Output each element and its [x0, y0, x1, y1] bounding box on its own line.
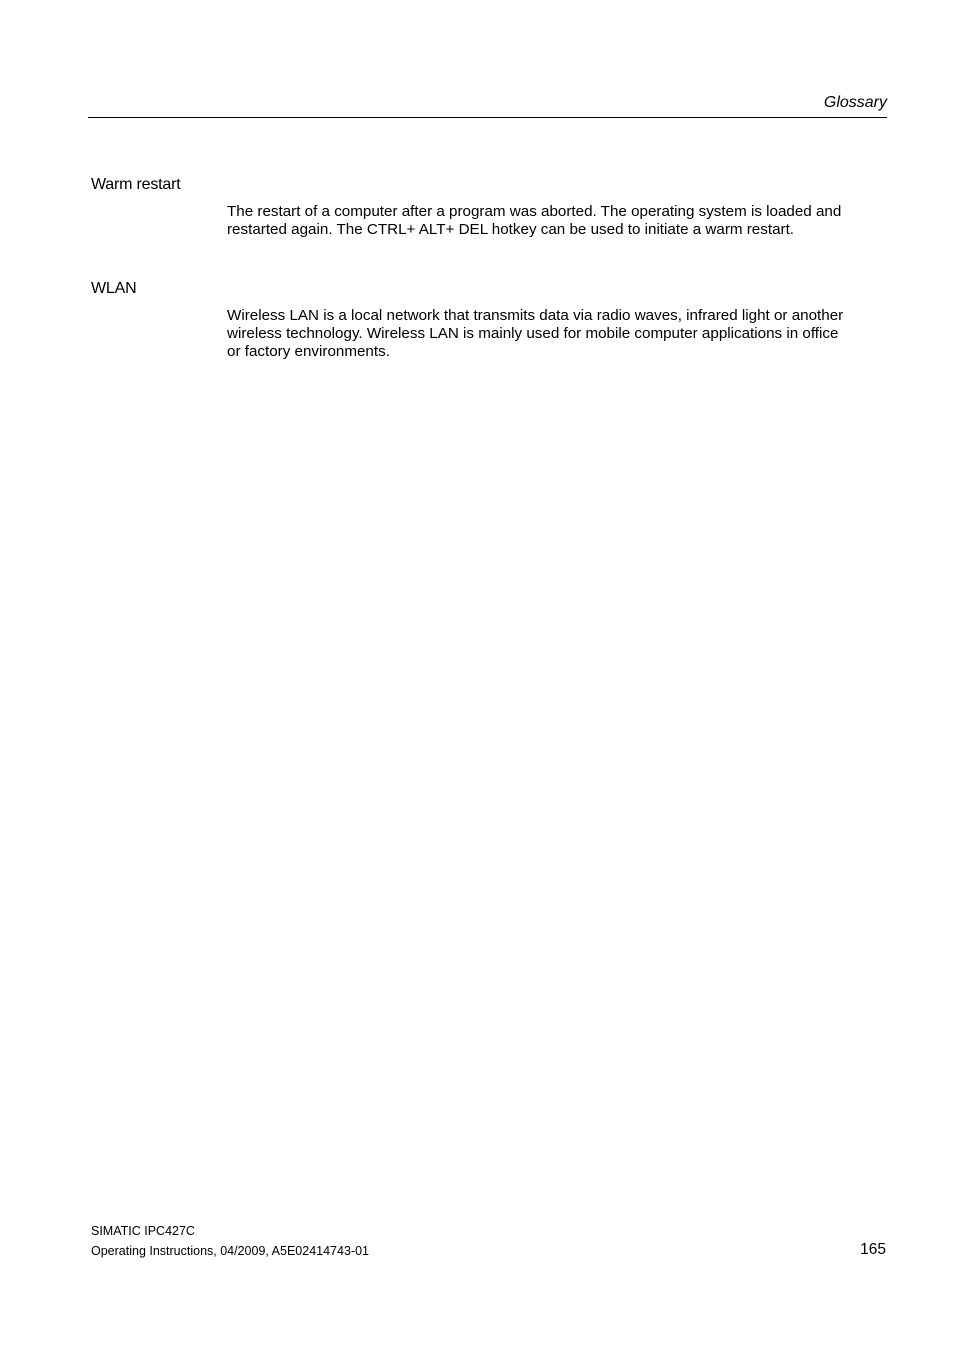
definition-line: The restart of a computer after a program was aborted. The operating system is loaded and	[227, 203, 842, 220]
header-divider	[88, 117, 887, 118]
glossary-term: Warm restart	[91, 176, 181, 193]
definition-line: or factory environments.	[227, 343, 390, 360]
footer-product-name: SIMATIC IPC427C	[91, 1224, 195, 1238]
definition-line: restarted again. The CTRL+ ALT+ DEL hotkey can be used to initiate a warm restart.	[227, 221, 795, 238]
page-number: 165	[860, 1241, 886, 1258]
glossary-term: WLAN	[91, 280, 137, 297]
footer-document-info: Operating Instructions, 04/2009, A5E02414743-01	[91, 1244, 369, 1258]
section-title: Glossary	[823, 94, 887, 111]
glossary-definition	[227, 203, 887, 239]
definition-line: wireless technology. Wireless LAN is mainly used for mobile computer applications in office	[227, 325, 839, 342]
definition-line: Wireless LAN is a local network that transmits data via radio waves, infrared light or another	[227, 307, 844, 324]
glossary-definition	[227, 307, 887, 361]
